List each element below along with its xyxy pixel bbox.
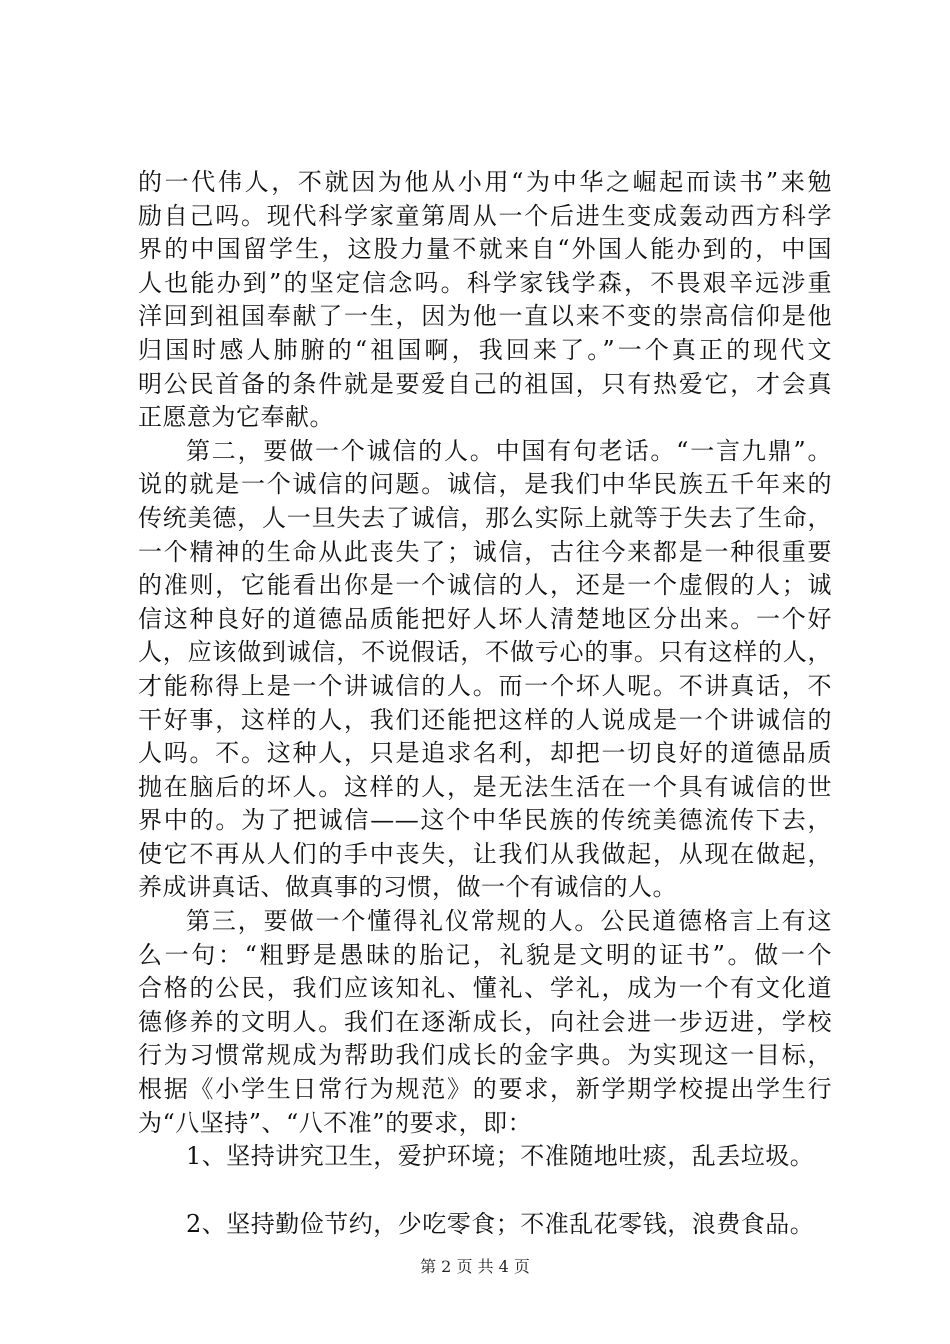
text-line: 的一代伟人，不就因为他从小用“为中华之崛起而读书”来勉	[138, 168, 832, 196]
text-line: 传统美德，人一旦失去了诚信，那么实际上就等于失去了生命，	[138, 503, 832, 532]
text-line: 养成讲真话、做真事的习惯，做一个有诚信的人。	[138, 873, 677, 902]
text-line: 明公民首备的条件就是要爱自己的祖国，只有热爱它，才会真	[138, 369, 832, 398]
text-line: 人，应该做到诚信，不说假话，不做亏心的事。只有这样的人，	[138, 638, 832, 667]
text-line: 抛在脑后的坏人。这样的人，是无法生活在一个具有诚信的世	[138, 772, 832, 801]
text-line: 界的中国留学生，这股力量不就来自“外国人能办到的，中国	[138, 235, 832, 264]
text-line: 说的就是一个诚信的问题。诚信，是我们中华民族五千年来的	[138, 470, 832, 499]
text-line: 使它不再从人们的手中丧失，让我们从我做起，从现在做起，	[138, 839, 832, 868]
text-line: 正愿意为它奉献。	[138, 403, 334, 432]
paragraph-start-line: 第二，要做一个诚信的人。中国有句老话。“一言九鼎”。	[186, 436, 832, 465]
text-line: 才能称得上是一个讲诚信的人。而一个坏人呢。不讲真话，不	[138, 671, 832, 700]
text-line: 干好事，这样的人，我们还能把这样的人说成是一个讲诚信的	[138, 705, 832, 734]
text-line: 归国时感人肺腑的“祖国啊，我回来了。”一个真正的现代文	[138, 335, 832, 364]
text-line: 人吗。不。这种人，只是追求名利，却把一切良好的道德品质	[138, 739, 832, 768]
list-item: 2、坚持勤俭节约，少吃零食；不准乱花零钱，浪费食品。	[186, 1209, 815, 1238]
body-text	[138, 166, 832, 1241]
text-line: 励自己吗。现代科学家童第周从一个后进生变成轰动西方科学	[138, 201, 832, 230]
text-line: 合格的公民，我们应该知礼、懂礼、学礼，成为一个有文化道	[138, 974, 832, 1003]
paragraph-start-line: 第三，要做一个懂得礼仪常规的人。公民道德格言上有这	[186, 907, 832, 936]
page-number-footer: 第 2 页 共 4 页	[420, 1257, 530, 1276]
text-line: 一个精神的生命从此丧失了；诚信，古往今来都是一种很重要	[138, 537, 832, 566]
text-line: 界中的。为了把诚信——这个中华民族的传统美德流传下去，	[138, 806, 832, 835]
text-line: 人也能办到”的坚定信念吗。科学家钱学森，不畏艰辛远涉重	[138, 268, 832, 297]
text-line: 的准则，它能看出你是一个诚信的人，还是一个虚假的人；诚	[138, 571, 832, 600]
text-line: 信这种良好的道德品质能把好人坏人清楚地区分出来。一个好	[138, 604, 832, 633]
text-line: 洋回到祖国奉献了一生，因为他一直以来不变的崇高信仰是他	[138, 302, 832, 331]
text-line: 行为习惯常规成为帮助我们成长的金字典。为实现这一目标，	[138, 1041, 832, 1070]
text-line: 为“八坚持”、“八不准”的要求，即：	[138, 1108, 533, 1137]
list-item: 1、坚持讲究卫生，爱护环境；不准随地吐痰，乱丢垃圾。	[186, 1142, 815, 1171]
text-line: 么一句：“粗野是愚昧的胎记，礼貌是文明的证书”。做一个	[138, 940, 832, 969]
text-line: 德修养的文明人。我们在逐渐成长，向社会进一步迈进，学校	[138, 1007, 832, 1036]
text-line: 根据《小学生日常行为规范》的要求，新学期学校提出学生行	[138, 1075, 832, 1104]
spacer	[138, 1174, 832, 1208]
